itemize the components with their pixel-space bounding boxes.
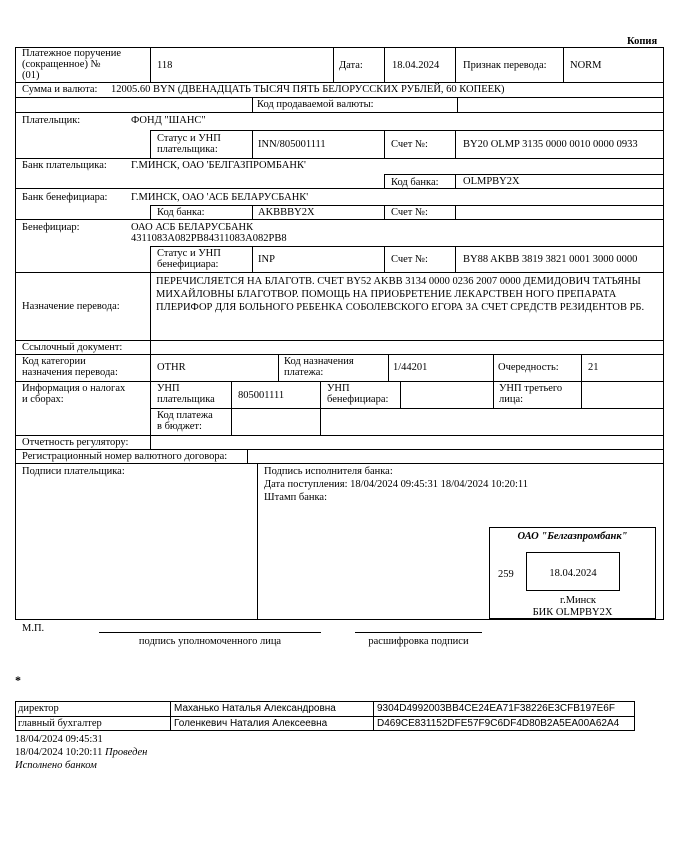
beneficiary-bank-account-label: Счет №: [391, 207, 428, 218]
log-line-2-time: 18/04/2024 10:20:11 [15, 747, 103, 758]
copy-label: Копия [627, 36, 658, 47]
payer-status-label: Статус и УНП плательщика: [157, 133, 221, 155]
beneficiary-bank-code: AKBBBY2X [258, 207, 315, 218]
stamp-city: г.Минск [559, 595, 597, 606]
log-line-2-status: Проведен [105, 747, 148, 758]
stamp-date: 18.04.2024 [549, 568, 597, 579]
order-number: 118 [157, 60, 173, 71]
signer-role: директор [18, 703, 59, 714]
payer-bank-code: OLMPBY2X [463, 176, 520, 187]
payer-account-label: Счет №: [391, 139, 428, 150]
beneficiary-bank-label: Банк бенефициара: [22, 192, 108, 203]
date-label: Дата: [339, 60, 363, 71]
purpose-label: Назначение перевода: [22, 301, 120, 312]
executor-signature-label: Подпись исполнителя банка: [264, 466, 393, 477]
payer-unp: 805001111 [238, 390, 285, 401]
asterisk-mark: * [15, 673, 21, 687]
order-title: Платежное поручение (сокращенное) № (01) [22, 48, 122, 81]
authorized-signature-label: подпись уполномоченного лица [138, 636, 282, 647]
signer-key: D469CE831152DFE57F9C6DF4D80B2A5EA00A62A4 [377, 718, 620, 729]
category-value: OTHR [157, 362, 186, 373]
payer-account: BY20 OLMP 3135 0000 0010 0000 0933 [463, 139, 638, 150]
received-date: Дата поступления: 18/04/2024 09:45:31 18/04/2024 10:20:11 [264, 479, 528, 490]
payer-label: Плательщик: [22, 115, 81, 126]
beneficiary-status-label: Статус и УНП бенефициара: [157, 248, 221, 270]
payer-unp-label: УНП плательщика [157, 383, 215, 405]
mp-label: М.П. [22, 623, 45, 634]
signer-name: Голенкевич Наталия Алексеевна [174, 718, 328, 729]
signer-key: 9304D4992003BB4CE24EA71F38226E3CFB197E6F [377, 703, 615, 714]
taxes-label: Информация о налогах и сборах: [22, 383, 126, 405]
payer-bank-label: Банк плательщика: [22, 160, 107, 171]
regulator-label: Отчетность регулятору: [22, 437, 129, 448]
payer-status: INN/805001111 [258, 139, 326, 150]
beneficiary-name: ОАО АСБ БЕЛАРУСБАНК 4311083A082PB84311083A082PB8 [131, 222, 287, 244]
sign-label: Признак перевода: [463, 60, 547, 71]
beneficiary-unp-label: УНП бенефициара: [327, 383, 389, 405]
payment-code: 1/44201 [393, 362, 428, 373]
purpose-text: ПЕРЕЧИСЛЯЕТСЯ НА БЛАГОТВ. СЧЕТ BY52 AKBB 3134 0000 0236 2007 0000 ДЕМИДОВИЧ ТАТЬЯНЫ МИХАЙЛОВНЫ БЛАГОТВОР. ПОМОЩЬ НА ПРИОБРЕТЕНИЕ ЛЕКАРСТВЕН НОГО ПРЕПАРАТА ПЛЕРИФОР ДЛЯ БОЛЬНОГО РЕБЕНКА СОБОЛЕВСКОГО ЕГОРА ЗА СЧЕТ СРЕДСТВ РЕЗИДЕНТОВ РБ. [156, 276, 645, 313]
payer-name: ФОНД "ШАНС" [131, 115, 206, 126]
payer-bank-code-label: Код банка: [391, 177, 439, 188]
decrypt-signature-label: расшифровка подписи [368, 636, 469, 647]
stamp-bank-name: ОАО "Белгазпромбанк" [517, 531, 628, 542]
transfer-sign: NORM [570, 60, 602, 71]
beneficiary-bank-code-label: Код банка: [157, 207, 205, 218]
beneficiary-account-label: Счет №: [391, 254, 428, 265]
log-line-1: 18/04/2024 09:45:31 [15, 734, 103, 745]
priority: 21 [588, 362, 599, 373]
stamp-bik: БИК OLMPBY2X [532, 607, 613, 618]
third-party-unp-label: УНП третьего лица: [499, 383, 563, 405]
beneficiary-status: INP [258, 254, 275, 265]
payer-bank-name: Г.МИНСК, ОАО 'БЕЛГАЗПРОМБАНК' [131, 160, 306, 171]
budget-code-label: Код платежа в бюджет: [157, 410, 213, 432]
log-line-3: Исполнено банком [15, 760, 97, 771]
ref-doc-label: Ссылочный документ: [22, 342, 123, 353]
stamp-number: 259 [498, 569, 514, 580]
log-line-2 [15, 747, 147, 758]
amount-label: Сумма и валюта: [22, 84, 98, 95]
amount-value: 12005.60 BYN (ДВЕНАДЦАТЬ ТЫСЯЧ ПЯТЬ БЕЛОРУССКИХ РУБЛЕЙ, 60 КОПЕЕК) [111, 84, 505, 95]
payment-code-label: Код назначения платежа: [284, 356, 354, 378]
stamp-label: Штамп банка: [264, 492, 327, 503]
signer-role: главный бухгалтер [18, 718, 102, 729]
priority-label: Очередность: [498, 362, 559, 373]
beneficiary-account: BY88 AKBB 3819 3821 0001 3000 0000 [463, 254, 638, 265]
signer-name: Маханько Наталья Александровна [174, 703, 336, 714]
order-date: 18.04.2024 [392, 60, 440, 71]
payer-signatures-label: Подписи плательщика: [22, 466, 125, 477]
sold-currency-label: Код продаваемой валюты: [257, 99, 374, 110]
contract-label: Регистрационный номер валютного договора: [22, 451, 228, 462]
beneficiary-label: Бенефициар: [22, 222, 80, 233]
beneficiary-bank-name: Г.МИНСК, ОАО 'АСБ БЕЛАРУСБАНК' [131, 192, 309, 203]
category-label: Код категории назначения перевода: [22, 356, 118, 378]
